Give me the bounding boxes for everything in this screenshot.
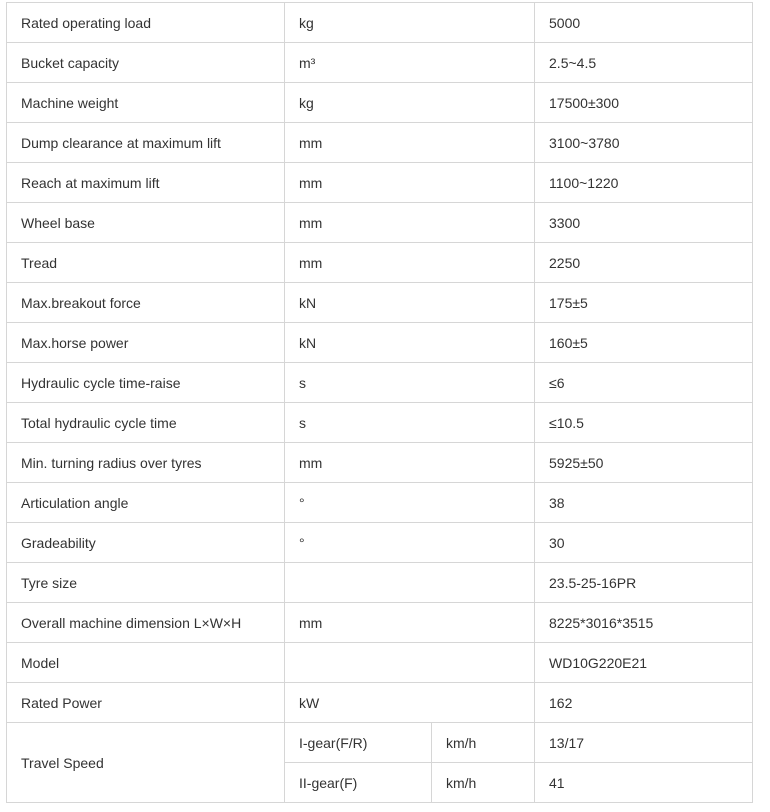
spec-table-body bbox=[7, 3, 753, 803]
param-cell: Overall machine dimension L×W×H bbox=[7, 603, 285, 643]
unit-cell: kN bbox=[285, 323, 535, 363]
table-row bbox=[7, 163, 753, 203]
param-cell: Rated operating load bbox=[7, 3, 285, 43]
unit-cell: mm bbox=[285, 603, 535, 643]
value-cell: 5925±50 bbox=[535, 443, 753, 483]
table-row bbox=[7, 363, 753, 403]
value-cell: 30 bbox=[535, 523, 753, 563]
table-row bbox=[7, 3, 753, 43]
travel-speed-label: Travel Speed bbox=[7, 723, 285, 803]
unit-cell: mm bbox=[285, 443, 535, 483]
table-row bbox=[7, 603, 753, 643]
spec-table bbox=[6, 2, 753, 803]
value-cell: 175±5 bbox=[535, 283, 753, 323]
param-cell: Gradeability bbox=[7, 523, 285, 563]
unit-cell: mm bbox=[285, 243, 535, 283]
gear-unit-cell: km/h bbox=[432, 763, 535, 803]
table-row bbox=[7, 563, 753, 603]
table-row bbox=[7, 523, 753, 563]
param-cell: Dump clearance at maximum lift bbox=[7, 123, 285, 163]
param-cell: Tread bbox=[7, 243, 285, 283]
value-cell: WD10G220E21 bbox=[535, 643, 753, 683]
param-cell: Total hydraulic cycle time bbox=[7, 403, 285, 443]
unit-cell bbox=[285, 563, 535, 603]
table-row bbox=[7, 43, 753, 83]
unit-cell: kg bbox=[285, 83, 535, 123]
unit-cell: mm bbox=[285, 163, 535, 203]
unit-cell: mm bbox=[285, 203, 535, 243]
table-row bbox=[7, 83, 753, 123]
value-cell: ≤6 bbox=[535, 363, 753, 403]
table-row bbox=[7, 683, 753, 723]
gear-value-cell: 13/17 bbox=[535, 723, 753, 763]
unit-cell: m³ bbox=[285, 43, 535, 83]
table-row bbox=[7, 723, 753, 763]
table-row bbox=[7, 483, 753, 523]
value-cell: ≤10.5 bbox=[535, 403, 753, 443]
unit-cell: kW bbox=[285, 683, 535, 723]
value-cell: 3300 bbox=[535, 203, 753, 243]
table-row bbox=[7, 443, 753, 483]
value-cell: 8225*3016*3515 bbox=[535, 603, 753, 643]
gear-value-cell: 41 bbox=[535, 763, 753, 803]
unit-cell: s bbox=[285, 363, 535, 403]
table-row bbox=[7, 323, 753, 363]
table-row bbox=[7, 123, 753, 163]
gear-cell: II-gear(F) bbox=[285, 763, 432, 803]
value-cell: 2250 bbox=[535, 243, 753, 283]
param-cell: Reach at maximum lift bbox=[7, 163, 285, 203]
value-cell: 38 bbox=[535, 483, 753, 523]
table-row bbox=[7, 283, 753, 323]
table-row bbox=[7, 243, 753, 283]
param-cell: Tyre size bbox=[7, 563, 285, 603]
value-cell: 162 bbox=[535, 683, 753, 723]
value-cell: 160±5 bbox=[535, 323, 753, 363]
param-cell: Wheel base bbox=[7, 203, 285, 243]
value-cell: 2.5~4.5 bbox=[535, 43, 753, 83]
value-cell: 1100~1220 bbox=[535, 163, 753, 203]
unit-cell: ° bbox=[285, 523, 535, 563]
param-cell: Min. turning radius over tyres bbox=[7, 443, 285, 483]
value-cell: 23.5-25-16PR bbox=[535, 563, 753, 603]
param-cell: Articulation angle bbox=[7, 483, 285, 523]
table-row bbox=[7, 203, 753, 243]
unit-cell: kN bbox=[285, 283, 535, 323]
param-cell: Bucket capacity bbox=[7, 43, 285, 83]
unit-cell: mm bbox=[285, 123, 535, 163]
gear-unit-cell: km/h bbox=[432, 723, 535, 763]
unit-cell: ° bbox=[285, 483, 535, 523]
value-cell: 3100~3780 bbox=[535, 123, 753, 163]
table-row bbox=[7, 643, 753, 683]
gear-cell: I-gear(F/R) bbox=[285, 723, 432, 763]
param-cell: Max.horse power bbox=[7, 323, 285, 363]
unit-cell: s bbox=[285, 403, 535, 443]
value-cell: 5000 bbox=[535, 3, 753, 43]
param-cell: Rated Power bbox=[7, 683, 285, 723]
param-cell: Max.breakout force bbox=[7, 283, 285, 323]
param-cell: Hydraulic cycle time-raise bbox=[7, 363, 285, 403]
param-cell: Machine weight bbox=[7, 83, 285, 123]
value-cell: 17500±300 bbox=[535, 83, 753, 123]
unit-cell bbox=[285, 643, 535, 683]
table-row bbox=[7, 403, 753, 443]
param-cell: Model bbox=[7, 643, 285, 683]
unit-cell: kg bbox=[285, 3, 535, 43]
